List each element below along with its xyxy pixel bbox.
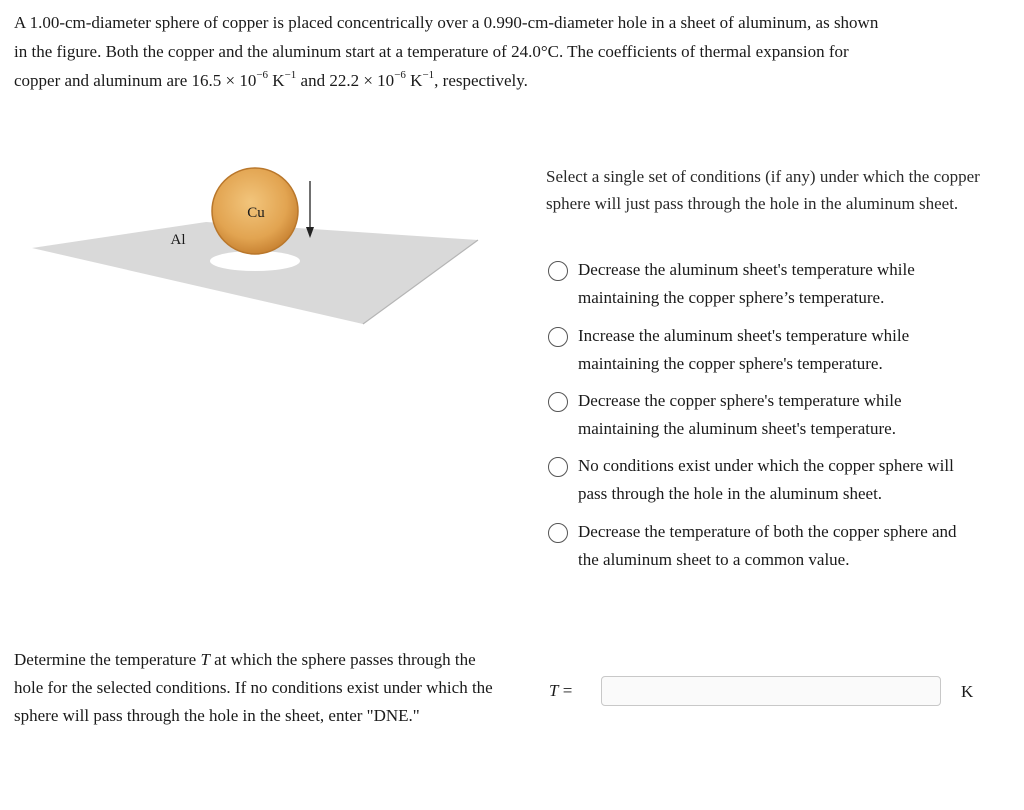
problem-text: copper and aluminum are 16.5 × 10 [14, 71, 257, 90]
sheet-label: Al [170, 232, 186, 248]
problem-line-1: A 1.00-cm-diameter sphere of copper is placed concentrically over a 0.990-cm-diameter hole in a sheet of aluminum, as shown [14, 13, 879, 32]
problem-line-3 [14, 66, 1006, 95]
exponent: −1 [422, 69, 435, 82]
exponent: −6 [256, 69, 269, 82]
option-3[interactable] [548, 387, 988, 443]
figure-svg [20, 160, 520, 340]
problem-statement [14, 8, 1006, 95]
option-label: Decrease the aluminum sheet's temperature while maintaining the copper sphere’s temperature. [578, 260, 915, 307]
radio-button[interactable] [548, 523, 568, 543]
radio-button[interactable] [548, 392, 568, 412]
option-label: No conditions exist under which the copper sphere will pass through the hole in the aluminum sheet. [578, 456, 954, 503]
option-label: Increase the aluminum sheet's temperature while maintaining the copper sphere's temperature. [578, 326, 910, 373]
temperature-variable: T [549, 681, 559, 700]
problem-text: , respectively. [434, 71, 528, 90]
problem-text: K [405, 71, 423, 90]
problem-text: and 22.2 × 10 [296, 71, 395, 90]
exponent: −6 [394, 69, 406, 82]
problem-text: K [268, 71, 285, 90]
radio-button[interactable] [548, 261, 568, 281]
question-2-prompt [14, 646, 494, 730]
option-label: Decrease the copper sphere's temperature while maintaining the aluminum sheet's temperature. [578, 391, 902, 438]
temperature-input-label [549, 681, 572, 701]
sphere-hole-figure [20, 160, 520, 340]
prompt-text: at which the sphere passes through the hole for the selected conditions. If no conditions exist under which the sphere will pass through the hole in the sheet, enter "DNE." [14, 650, 493, 725]
option-5[interactable] [548, 518, 988, 574]
temperature-input[interactable] [601, 676, 941, 706]
option-1[interactable] [548, 256, 988, 312]
equals-sign: = [558, 681, 573, 700]
exponent: −1 [284, 69, 297, 82]
option-label: Decrease the temperature of both the copper sphere and the aluminum sheet to a common value. [578, 522, 957, 569]
option-2[interactable] [548, 322, 988, 378]
prompt-text: Determine the temperature [14, 650, 201, 669]
temperature-unit: K [961, 682, 974, 701]
problem-line-2: in the figure. Both the copper and the aluminum start at a temperature of 24.0°C. The coefficients of thermal expansion for [14, 42, 849, 61]
question-1-prompt: Select a single set of conditions (if any) under which the copper sphere will just pass through the hole in the aluminum sheet. [546, 167, 980, 213]
radio-button[interactable] [548, 457, 568, 477]
temperature-variable: T [200, 650, 210, 669]
temperature-answer-row [549, 676, 989, 708]
radio-button[interactable] [548, 327, 568, 347]
option-4[interactable] [548, 452, 988, 508]
sphere-label: Cu [247, 205, 265, 221]
